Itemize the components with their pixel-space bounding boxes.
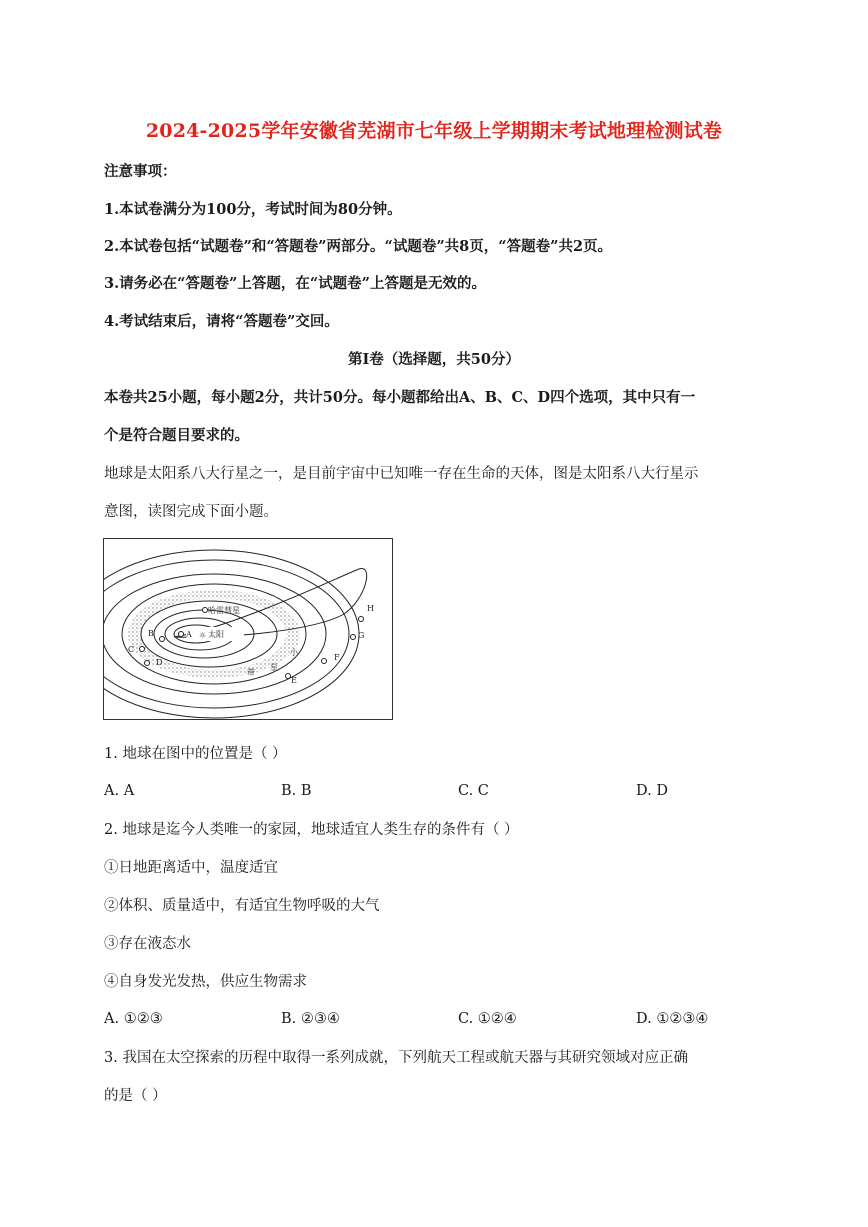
q1-option-d: D. D: [636, 783, 668, 799]
label-g: G: [358, 631, 365, 640]
q2-option-a: A. ①②③: [104, 1011, 163, 1027]
intro-line-2: 意图，读图完成下面小题。: [104, 504, 278, 520]
comet-marker: [203, 608, 208, 613]
solar-system-diagram: [104, 539, 392, 719]
label-b: B: [148, 629, 154, 638]
question-1-stem: 1. 地球在图中的位置是（ ）: [104, 746, 287, 762]
q2-statement-2: ②体积、质量适中，有适宜生物呼吸的大气: [104, 898, 380, 914]
section-title: 第Ⅰ卷（选择题，共50分）: [348, 351, 520, 368]
planet-e: [286, 674, 291, 679]
q2-option-b: B. ②③④: [281, 1011, 340, 1027]
q2-statement-3: ③存在液态水: [104, 936, 191, 952]
document-title: 2024-2025学年安徽省芜湖市七年级上学期期末考试地理检测试卷: [145, 120, 723, 142]
planet-a: [179, 632, 184, 637]
comet-label: 哈雷彗星: [208, 606, 240, 615]
section-instruction-line-1: 本卷共25小题，每小题2分，共计50分。每小题都给出A、B、C、D四个选项，其中只有一: [104, 389, 696, 406]
q1-option-a: A. A: [104, 783, 135, 799]
label-e: E: [291, 676, 297, 685]
notice-item-4: 4.考试结束后，请将“答题卷”交回。: [104, 313, 339, 330]
notice-heading: 注意事项：: [104, 163, 177, 180]
q2-option-d: D. ①②③④: [636, 1011, 709, 1027]
label-c: C: [128, 645, 135, 654]
belt-label-2: 星: [270, 663, 278, 672]
notice-item-3: 3.请务必在“答题卷”上答题，在“试题卷”上答题是无效的。: [104, 275, 486, 292]
label-a: A: [186, 630, 192, 639]
notice-item-2: 2.本试卷包括“试题卷”和“答题卷”两部分。“试题卷”共8页，“答题卷”共2页。: [104, 238, 613, 255]
label-h: H: [367, 604, 374, 613]
belt-label-3: 小: [290, 648, 298, 657]
planet-f: [322, 659, 327, 664]
planet-b: [160, 637, 165, 642]
label-f: F: [334, 653, 340, 662]
planet-h: [359, 617, 364, 622]
q1-option-c: C. C: [458, 783, 489, 799]
q2-statement-4: ④自身发光发热，供应生物需求: [104, 974, 307, 990]
planet-c: [140, 647, 145, 652]
sun-label: 太阳: [208, 630, 224, 639]
solar-system-figure: [103, 538, 393, 720]
q2-option-c: C. ①②④: [458, 1011, 517, 1027]
planet-d: [145, 661, 150, 666]
q2-statement-1: ①日地距离适中，温度适宜: [104, 860, 278, 876]
label-d: D: [156, 658, 163, 667]
question-3-stem-line-2: 的是（ ）: [104, 1088, 167, 1104]
belt-label-1: 带: [247, 668, 255, 677]
section-instruction-line-2: 个是符合题目要求的。: [104, 427, 249, 444]
planet-g: [351, 635, 356, 640]
question-2-stem: 2. 地球是迄今人类唯一的家园，地球适宜人类生存的条件有（ ）: [104, 822, 519, 838]
notice-item-1: 1.本试卷满分为100分，考试时间为80分钟。: [104, 201, 402, 218]
question-3-stem-line-1: 3. 我国在太空探索的历程中取得一系列成就，下列航天工程或航天器与其研究领域对应正确: [104, 1050, 688, 1066]
q1-option-b: B. B: [281, 783, 312, 799]
sun-icon: ☼: [199, 631, 207, 640]
intro-line-1: 地球是太阳系八大行星之一，是目前宇宙中已知唯一存在生命的天体，图是太阳系八大行星示: [104, 466, 699, 482]
